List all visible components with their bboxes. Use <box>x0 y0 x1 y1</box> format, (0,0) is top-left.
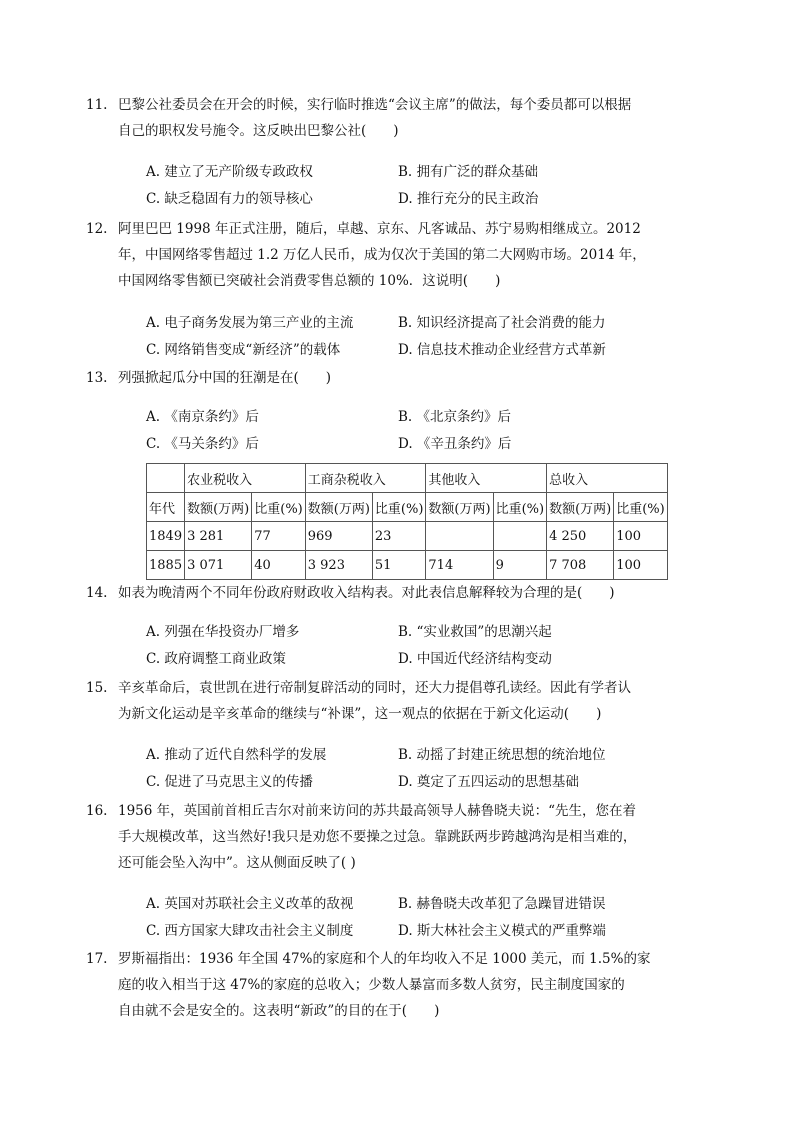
table-sub-header: 比重(%) <box>493 493 547 522</box>
table-cell: 1885 <box>147 551 185 580</box>
option-c[interactable]: C. 政府调整工商业政策 <box>146 651 286 667</box>
table-cell: 7 708 <box>547 551 614 580</box>
table-cell: 714 <box>426 551 493 580</box>
question-stem-line: 阿里巴巴 1998 年正式注册，随后，卓越、京东、凡客诚品、苏宁易购相继成立。2012 <box>118 221 641 237</box>
table-corner-cell <box>147 464 185 493</box>
table-sub-header: 比重(%) <box>372 493 426 522</box>
question-stem-line: 1956 年，英国前首相丘吉尔对前来访问的苏共最高领导人赫鲁晓夫说：“先生，您在着 <box>118 803 637 819</box>
option-a[interactable]: A. 推动了近代自然科学的发展 <box>146 747 327 763</box>
table-cell: 1849 <box>147 522 185 551</box>
table-group-header: 其他收入 <box>426 464 547 493</box>
table-sub-header: 数额(万两) <box>547 493 614 522</box>
option-c[interactable]: C. 促进了马克思主义的传播 <box>146 774 313 790</box>
question-stem-line: 自己的职权发号施令。这反映出巴黎公社( ) <box>118 123 399 139</box>
table-group-header: 工商杂税收入 <box>305 464 426 493</box>
question-12 <box>86 216 678 294</box>
table-cell: 969 <box>305 522 372 551</box>
table-cell: 3 281 <box>185 522 252 551</box>
table-group-header: 农业税收入 <box>185 464 306 493</box>
table-cell <box>493 522 547 551</box>
question-stem-line: 罗斯福指出：1936 年全国 47%的家庭和个人的年均收入不足 1000 美元，而 1.5%的家 <box>118 951 651 967</box>
table-cell: 51 <box>372 551 426 580</box>
table-cell: 3 923 <box>305 551 372 580</box>
table-sub-header: 数额(万两) <box>426 493 493 522</box>
question-number: 17. <box>86 951 108 967</box>
question-stem-line: 中国网络零售额已突破社会消费零售总额的 10%．这说明( ) <box>118 273 501 289</box>
table-sub-header: 比重(%) <box>252 493 306 522</box>
option-b[interactable]: B. 拥有广泛的群众基础 <box>398 164 539 180</box>
table-cell: 100 <box>614 522 668 551</box>
table-cell: 3 071 <box>185 551 252 580</box>
question-stem-line: 巴黎公社委员会在开会的时候，实行临时推选“会议主席”的做法，每个委员都可以根据 <box>118 97 632 113</box>
table-sub-header: 数额(万两) <box>185 493 252 522</box>
table-sub-header: 数额(万两) <box>305 493 372 522</box>
question-16 <box>86 798 678 876</box>
question-number: 15. <box>86 680 108 696</box>
table-cell: 9 <box>493 551 547 580</box>
table-cell: 100 <box>614 551 668 580</box>
table-sub-header: 比重(%) <box>614 493 668 522</box>
option-a[interactable]: A. 建立了无产阶级专政政权 <box>146 164 313 180</box>
question-number: 13. <box>86 370 108 386</box>
question-stem-line: 辛亥革命后，袁世凯在进行帝制复辟活动的同时，还大力提倡尊孔读经。因此有学者认 <box>118 680 631 696</box>
question-stem-line: 自由就不会是安全的。这表明“新政”的目的在于( ) <box>118 1003 440 1019</box>
question-stem-line: 庭的收入相当于这 47%的家庭的总收入；少数人暴富而多数人贫穷，民主制度国家的 <box>118 977 625 993</box>
question-11 <box>86 92 678 144</box>
option-b[interactable]: B. “实业救国”的思潮兴起 <box>398 624 552 640</box>
question-17 <box>86 946 678 1024</box>
table-sub-header: 年代 <box>147 493 185 522</box>
table-cell: 40 <box>252 551 306 580</box>
option-d[interactable]: D. 中国近代经济结构变动 <box>398 651 552 667</box>
question-stem-line: 还可能会坠入沟中”。这从侧面反映了( ) <box>118 855 356 871</box>
question-stem-line: 列强掀起瓜分中国的狂潮是在( ) <box>118 370 332 386</box>
option-b[interactable]: B. 《北京条约》后 <box>398 409 512 425</box>
option-d[interactable]: D. 奠定了五四运动的思想基础 <box>398 774 579 790</box>
question-stem-line: 为新文化运动是辛亥革命的继续与“补课”，这一观点的依据在于新文化运动( ) <box>118 706 602 722</box>
option-b[interactable]: B. 知识经济提高了社会消费的能力 <box>398 315 606 331</box>
question-14 <box>86 580 678 606</box>
option-c[interactable]: C. 缺乏稳固有力的领导核心 <box>146 191 313 207</box>
question-stem-line: 年，中国网络零售超过 1.2 万亿人民币，成为仅次于美国的第二大网购市场。2014 年， <box>118 247 646 263</box>
option-d[interactable]: D. 信息技术推动企业经营方式革新 <box>398 342 606 358</box>
option-b[interactable]: B. 赫鲁晓夫改革犯了急躁冒进错误 <box>398 896 606 912</box>
question-13 <box>86 365 678 391</box>
option-a[interactable]: A. 英国对苏联社会主义改革的敌视 <box>146 896 354 912</box>
question-15 <box>86 675 678 727</box>
option-c[interactable]: C. 《马关条约》后 <box>146 436 259 452</box>
option-a[interactable]: A. 电子商务发展为第三产业的主流 <box>146 315 354 331</box>
table-row <box>147 522 668 551</box>
question-stem-line: 如表为晚清两个不同年份政府财政收入结构表。对此表信息解释较为合理的是( ) <box>118 585 615 601</box>
table-cell <box>426 522 493 551</box>
question-number: 14. <box>86 585 108 601</box>
option-d[interactable]: D. 斯大林社会主义模式的严重弊端 <box>398 923 606 939</box>
table-cell: 4 250 <box>547 522 614 551</box>
question-stem-line: 手大规模改革，这当然好!我只是劝您不要操之过急。靠跳跃两步跨越鸿沟是相当难的， <box>118 829 637 845</box>
option-a[interactable]: A. 列强在华投资办厂增多 <box>146 624 300 640</box>
option-a[interactable]: A. 《南京条约》后 <box>146 409 259 425</box>
finance-table <box>146 463 668 580</box>
option-c[interactable]: C. 网络销售变成“新经济”的载体 <box>146 342 341 358</box>
option-d[interactable]: D. 《辛丑条约》后 <box>398 436 512 452</box>
table-cell: 23 <box>372 522 426 551</box>
question-number: 11. <box>86 97 108 113</box>
table-cell: 77 <box>252 522 306 551</box>
question-number: 12. <box>86 221 108 237</box>
question-number: 16. <box>86 803 108 819</box>
table-row <box>147 551 668 580</box>
option-b[interactable]: B. 动摇了封建正统思想的统治地位 <box>398 747 606 763</box>
table-group-header: 总收入 <box>547 464 668 493</box>
option-c[interactable]: C. 西方国家大肆攻击社会主义制度 <box>146 923 354 939</box>
table-group-header-row <box>147 464 668 493</box>
option-d[interactable]: D. 推行充分的民主政治 <box>398 191 539 207</box>
table-sub-header-row <box>147 493 668 522</box>
